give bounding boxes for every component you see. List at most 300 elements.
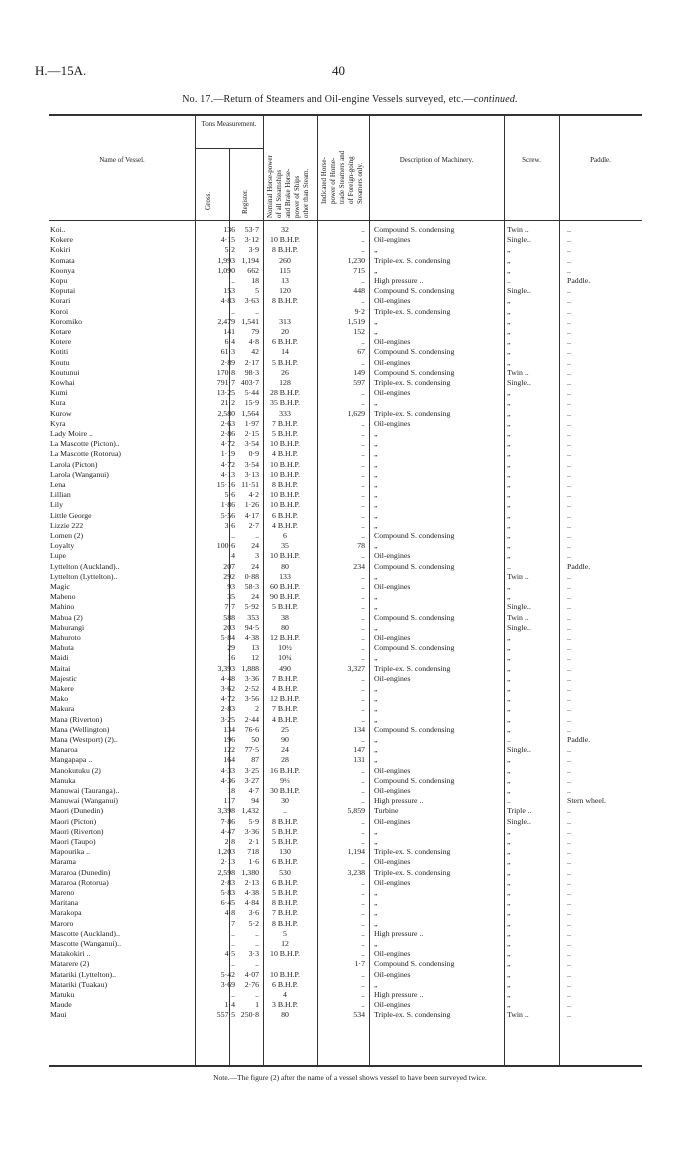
vessel-name-cell: Mareno [50, 888, 75, 897]
vessel-name-cell: Mana (Westport) (2).. [50, 735, 118, 744]
paddle-cell: .. [567, 398, 571, 408]
machinery-cell: Compound S. condensing [374, 561, 455, 571]
vessel-name-cell: Kotiti [50, 347, 69, 357]
vessel-name-cell: Manuwai (Tauranga).. [50, 786, 120, 795]
table-row [49, 460, 642, 470]
machinery-cell: „ [374, 480, 378, 489]
screw-cell: „ [507, 480, 511, 489]
indicated-hp-cell: .. [361, 704, 365, 714]
table-row [49, 276, 642, 286]
paddle-cell: .. [567, 480, 571, 489]
machinery-cell: „ [374, 826, 378, 836]
gross-tons-cell: 2,479 [217, 316, 235, 326]
indicated-hp-cell: .. [361, 816, 365, 826]
register-tons-cell: .. [255, 306, 259, 316]
screw-cell: „ [507, 592, 511, 602]
machinery-cell: Oil-engines [374, 388, 411, 398]
header-description: Description of Machinery. [399, 156, 474, 164]
gross-tons-cell: 153 [223, 286, 235, 296]
table-row [49, 766, 642, 776]
machinery-cell: „ [374, 755, 378, 765]
screw-cell: „ [507, 959, 511, 969]
gross-tons-cell: 29 [227, 643, 235, 653]
register-tons-cell: 3·54 [244, 459, 259, 469]
paddle-cell: .. [567, 786, 571, 795]
screw-cell: Single.. [507, 622, 531, 632]
nominal-hp-cell: 80 [281, 622, 289, 632]
indicated-hp-cell: 78 [357, 541, 365, 551]
indicated-hp-cell: .. [361, 510, 365, 520]
nominal-hp-cell: 6 B.H.P. [272, 337, 298, 347]
paddle-cell: .. [567, 694, 571, 704]
machinery-cell: Oil-engines [374, 551, 411, 561]
gross-tons-cell: .. [231, 276, 235, 285]
indicated-hp-cell: .. [361, 949, 365, 959]
gross-tons-cell: 4·48 [220, 673, 235, 683]
machinery-cell: Triple-ex. S. condensing [374, 847, 451, 857]
paddle-cell: .. [567, 418, 571, 428]
table-row [49, 959, 642, 969]
machinery-cell: Compound S. condensing [374, 959, 455, 969]
gross-tons-cell: 207 [223, 561, 235, 571]
indicated-hp-cell: .. [361, 714, 365, 724]
paddle-cell: .. [567, 928, 571, 938]
indicated-hp-cell: .. [361, 908, 365, 918]
indicated-hp-cell: 1,519 [347, 316, 365, 326]
table-row [49, 970, 642, 980]
register-tons-cell: 1,564 [241, 408, 259, 418]
nominal-hp-cell: 5 B.H.P. [272, 826, 298, 836]
indicated-hp-cell: .. [361, 918, 365, 928]
nominal-hp-cell: 115 [279, 265, 291, 275]
indicated-hp-cell: 448 [353, 286, 365, 296]
machinery-cell: „ [374, 714, 378, 724]
vessel-name-cell: Lomen (2) [50, 531, 84, 540]
paddle-cell: .. [567, 837, 571, 846]
paddle-cell: .. [567, 867, 571, 877]
header-bottom-rule [49, 220, 642, 221]
table-row [49, 857, 642, 867]
nominal-hp-cell: 32 [281, 225, 289, 234]
paddle-cell: .. [567, 643, 571, 653]
machinery-cell: Triple-ex. S. condensing [374, 306, 451, 316]
screw-cell: Single.. [507, 745, 531, 755]
vessel-name-cell: Mahuta [50, 643, 74, 653]
table-row [49, 868, 642, 878]
paddle-cell: .. [567, 388, 571, 398]
machinery-cell: Oil-engines [374, 1000, 411, 1010]
machinery-cell: Compound S. condensing [374, 531, 455, 540]
register-tons-cell: 3·54 [244, 439, 259, 449]
indicated-hp-cell: .. [361, 633, 365, 642]
machinery-cell: Triple-ex. S. condensing [374, 408, 451, 418]
nominal-hp-cell: 7 B.H.P. [272, 673, 298, 683]
screw-cell: „ [507, 643, 511, 653]
indicated-hp-cell: .. [361, 653, 365, 663]
screw-cell: „ [507, 755, 511, 765]
machinery-cell: Triple-ex. S. condensing [374, 378, 451, 387]
gross-tons-cell: 7·86 [220, 816, 235, 826]
nominal-hp-cell: 10 B.H.P. [270, 439, 300, 449]
table-row [49, 551, 642, 561]
nominal-hp-cell: 90 B.H.P. [270, 592, 300, 602]
paddle-cell: .. [567, 296, 571, 306]
table-row [49, 898, 642, 908]
screw-cell: „ [507, 265, 511, 275]
vessel-name-cell: Matarere (2) [50, 959, 90, 969]
table-row [49, 888, 642, 898]
vessel-name-cell: Loyalty [50, 541, 75, 551]
machinery-cell: „ [374, 459, 378, 469]
screw-cell: „ [507, 939, 511, 948]
table-row [49, 225, 642, 235]
screw-cell: Single.. [507, 235, 531, 245]
screw-cell: „ [507, 826, 511, 836]
machinery-cell: Compound S. condensing [374, 286, 455, 296]
nominal-hp-cell: 5 B.H.P. [272, 357, 298, 367]
register-tons-cell: 77·5 [244, 745, 259, 755]
table-bottom-rule [49, 1065, 642, 1067]
vessel-name-cell: Koputai [50, 286, 76, 296]
gross-tons-cell: 141 [223, 327, 235, 336]
nominal-hp-cell: 9⅓ [280, 775, 290, 785]
screw-cell: „ [507, 786, 511, 795]
indicated-hp-cell: .. [361, 296, 365, 306]
paddle-cell: .. [567, 979, 571, 989]
paddle-cell: .. [567, 653, 571, 663]
screw-cell: „ [507, 633, 511, 642]
machinery-cell: Oil-engines [374, 765, 411, 775]
nominal-hp-cell: 313 [279, 316, 291, 326]
paddle-cell: .. [567, 622, 571, 632]
nominal-hp-cell: 13 [281, 276, 289, 285]
table-row [49, 592, 642, 602]
gross-tons-cell: .. [231, 531, 235, 540]
indicated-hp-cell: .. [361, 582, 365, 591]
vessel-name-cell: Marama [50, 857, 76, 867]
indicated-hp-cell: 152 [353, 327, 365, 336]
register-tons-cell: 2·44 [244, 714, 259, 724]
machinery-cell: „ [374, 745, 378, 755]
machinery-cell: Oil-engines [374, 949, 411, 959]
register-tons-cell: 2 [255, 704, 259, 714]
register-tons-cell: 5·44 [244, 388, 259, 398]
paddle-cell: .. [567, 449, 571, 459]
indicated-hp-cell: .. [361, 735, 365, 744]
table-row [49, 1000, 642, 1010]
vessel-name-cell: Mararoa (Dunedin) [50, 867, 111, 877]
nominal-hp-cell: 10 B.H.P. [270, 969, 300, 979]
indicated-hp-cell: .. [361, 571, 365, 581]
gross-tons-cell: 203 [223, 622, 235, 632]
table-row [49, 796, 642, 806]
machinery-cell: „ [374, 429, 378, 438]
gross-tons-cell: 1·19 [220, 449, 235, 459]
paddle-cell: .. [567, 969, 571, 979]
screw-cell: „ [507, 949, 511, 959]
paddle-cell: .. [567, 663, 571, 673]
screw-cell: „ [507, 520, 511, 530]
table-row [49, 388, 642, 398]
indicated-hp-cell: .. [361, 837, 365, 846]
paddle-cell: .. [567, 745, 571, 755]
table-row [49, 806, 642, 816]
table-row [49, 235, 642, 245]
indicated-hp-cell: .. [361, 898, 365, 908]
indicated-hp-cell: .. [361, 939, 365, 948]
vessel-name-cell: Maori (Riverton) [50, 826, 104, 836]
vessel-name-cell: Kowhai [50, 378, 75, 387]
nominal-hp-cell: 333 [279, 408, 291, 418]
screw-cell: „ [507, 990, 511, 999]
vessel-name-cell: Koutunui [50, 367, 80, 377]
nominal-hp-cell: 28 [281, 755, 289, 765]
machinery-cell: „ [374, 602, 378, 612]
register-tons-cell: .. [255, 990, 259, 999]
table-row [49, 908, 642, 918]
nominal-hp-cell: 10½ [278, 643, 292, 653]
machinery-cell: „ [374, 735, 378, 744]
nominal-hp-cell: 6 B.H.P. [272, 857, 298, 867]
paddle-cell: .. [567, 265, 571, 275]
vessel-name-cell: Kura [50, 398, 66, 408]
machinery-cell: „ [374, 571, 378, 581]
register-tons-cell: 3·6 [248, 908, 259, 918]
paddle-cell: .. [567, 888, 571, 897]
gross-tons-cell: 5·42 [220, 969, 235, 979]
machinery-cell: „ [374, 684, 378, 693]
document-reference: H.—15A. [35, 63, 87, 78]
paddle-cell: .. [567, 1000, 571, 1010]
paddle-cell: .. [567, 857, 571, 867]
indicated-hp-cell: .. [361, 969, 365, 979]
paddle-cell: .. [567, 357, 571, 367]
table-row [49, 827, 642, 837]
table-row [49, 1010, 642, 1020]
screw-cell: Twin .. [507, 1010, 529, 1020]
machinery-cell: High pressure .. [374, 990, 424, 999]
register-tons-cell: 4·38 [244, 633, 259, 642]
register-tons-cell: 1,541 [241, 316, 259, 326]
gross-tons-cell: 61·3 [220, 347, 235, 357]
vessel-name-cell: Mako [50, 694, 69, 704]
register-tons-cell: .. [255, 928, 259, 938]
paddle-cell: .. [567, 816, 571, 826]
register-tons-cell: 3·13 [244, 469, 259, 479]
screw-cell: „ [507, 347, 511, 357]
header-paddle: Paddle. [590, 156, 611, 164]
screw-cell: .. [507, 276, 511, 285]
vessel-table [49, 114, 642, 1067]
table-row [49, 980, 642, 990]
paddle-cell: .. [567, 898, 571, 908]
gross-tons-cell: 117 [223, 796, 235, 806]
machinery-cell: „ [374, 888, 378, 897]
paddle-cell: .. [567, 990, 571, 999]
vessel-name-cell: Manokutuku (2) [50, 765, 101, 775]
header-nominal-line: of all Steamships [275, 169, 283, 218]
machinery-cell: „ [374, 541, 378, 551]
vessel-name-cell: Kotare [50, 327, 72, 336]
header-nominal-line: Nominal Horse-power [266, 155, 274, 218]
table-row [49, 919, 642, 929]
register-tons-cell: 13 [251, 643, 259, 653]
indicated-hp-cell: 5,859 [347, 806, 365, 816]
indicated-hp-cell: 3,327 [347, 663, 365, 673]
screw-cell: Twin .. [507, 612, 529, 622]
screw-cell: „ [507, 255, 511, 265]
indicated-hp-cell: 147 [353, 745, 365, 755]
screw-cell: „ [507, 704, 511, 714]
indicated-hp-cell: .. [361, 429, 365, 438]
screw-cell: Twin .. [507, 367, 529, 377]
vessel-name-cell: Manuka [50, 775, 76, 785]
vessel-name-cell: Makere [50, 684, 74, 693]
paddle-cell: .. [567, 959, 571, 969]
indicated-hp-cell: .. [361, 245, 365, 255]
vessel-name-cell: Mascotte (Wanganui).. [50, 939, 122, 948]
table-row [49, 439, 642, 449]
nominal-hp-cell: 10 B.H.P. [270, 490, 300, 500]
vessel-name-cell: Mararoa (Rotorua) [50, 877, 109, 887]
screw-cell: „ [507, 490, 511, 500]
gross-tons-cell: 7 [231, 918, 235, 928]
screw-cell: „ [507, 398, 511, 408]
gross-tons-cell: 4·47 [220, 826, 235, 836]
register-tons-cell: .. [255, 959, 259, 969]
gross-tons-cell: 4·72 [220, 694, 235, 704]
gross-tons-cell: 35 [227, 592, 235, 602]
vessel-name-cell: Kotere [50, 337, 72, 347]
register-tons-cell: 3·56 [244, 694, 259, 704]
vessel-name-cell: Mana (Riverton) [50, 714, 103, 724]
table-row [49, 317, 642, 327]
paddle-cell: .. [567, 510, 571, 520]
register-tons-cell: 2·13 [244, 877, 259, 887]
table-row [49, 286, 642, 296]
register-tons-cell: 4·07 [244, 969, 259, 979]
paddle-cell: .. [567, 500, 571, 510]
screw-cell: „ [507, 877, 511, 887]
nominal-hp-cell: 60 B.H.P. [270, 582, 300, 591]
machinery-cell: „ [374, 398, 378, 408]
nominal-hp-cell: 10 B.H.P. [270, 500, 300, 510]
indicated-hp-cell: 234 [353, 561, 365, 571]
register-tons-cell: 2·7 [248, 520, 259, 530]
paddle-cell: .. [567, 612, 571, 622]
paddle-cell: .. [567, 939, 571, 948]
table-row [49, 694, 642, 704]
machinery-cell: High pressure .. [374, 796, 424, 806]
gross-tons-cell: 2·63 [220, 418, 235, 428]
paddle-cell: .. [567, 1010, 571, 1020]
machinery-cell: Compound S. condensing [374, 724, 455, 734]
screw-cell: „ [507, 469, 511, 479]
indicated-hp-cell: .. [361, 520, 365, 530]
machinery-cell: Oil-engines [374, 969, 411, 979]
register-tons-cell: 12 [251, 653, 259, 663]
indicated-hp-cell: .. [361, 418, 365, 428]
indicated-hp-cell: 1·7 [354, 959, 365, 969]
machinery-cell: Triple-ex. S. condensing [374, 1010, 451, 1020]
gross-tons-cell: 4 [231, 551, 235, 561]
register-tons-cell: 2·17 [244, 357, 259, 367]
screw-cell: „ [507, 531, 511, 540]
nominal-hp-cell: 6 B.H.P. [272, 979, 298, 989]
register-tons-cell: 4·8 [248, 337, 259, 347]
screw-cell: „ [507, 694, 511, 704]
table-row [49, 755, 642, 765]
gross-tons-cell: 4·72 [220, 439, 235, 449]
screw-cell: „ [507, 500, 511, 510]
vessel-name-cell: Majestic [50, 673, 77, 683]
vessel-name-cell: Maude [50, 1000, 72, 1010]
nominal-hp-cell: 260 [279, 255, 291, 265]
register-tons-cell: 18 [251, 276, 259, 285]
table-title-continued: continued. [473, 94, 518, 105]
vessel-name-cell: Lupe [50, 551, 67, 561]
gross-tons-cell: 18 [227, 786, 235, 795]
table-row [49, 613, 642, 623]
indicated-hp-cell: .. [361, 357, 365, 367]
table-top-rule [49, 114, 642, 116]
paddle-cell: .. [567, 520, 571, 530]
gross-tons-cell: 170·8 [216, 367, 235, 377]
header-gross: Gross. [204, 191, 212, 210]
table-row [49, 327, 642, 337]
indicated-hp-cell: .. [361, 480, 365, 489]
nominal-hp-cell: 5 B.H.P. [272, 602, 298, 612]
vessel-name-cell: Koi.. [50, 225, 66, 234]
screw-cell: „ [507, 245, 511, 255]
indicated-hp-cell: .. [361, 500, 365, 510]
nominal-hp-cell: 30 B.H.P. [270, 786, 300, 795]
indicated-hp-cell: .. [361, 775, 365, 785]
table-row [49, 531, 642, 541]
register-tons-cell: 2·52 [244, 684, 259, 693]
screw-cell: „ [507, 928, 511, 938]
screw-cell: „ [507, 888, 511, 897]
table-row [49, 776, 642, 786]
header-indicated-line: trade Steamers and [338, 150, 346, 204]
table-row [49, 500, 642, 510]
gross-tons-cell: 2·86 [220, 429, 235, 438]
header-register: Register. [241, 189, 249, 214]
register-tons-cell: 0·88 [244, 571, 259, 581]
screw-cell: „ [507, 837, 511, 846]
nominal-hp-cell: 5 [283, 928, 287, 938]
indicated-hp-cell: .. [361, 439, 365, 449]
gross-tons-cell: 1,993 [217, 255, 235, 265]
gross-tons-cell: 164 [223, 755, 235, 765]
header-screw: Screw. [522, 156, 541, 164]
register-tons-cell: 3·12 [244, 235, 259, 245]
indicated-hp-cell: .. [361, 990, 365, 999]
header-indicated-line: of Foreign-going [347, 156, 355, 204]
paddle-cell: .. [567, 255, 571, 265]
machinery-cell: „ [374, 837, 378, 846]
machinery-cell: „ [374, 469, 378, 479]
table-row [49, 409, 642, 419]
paddle-cell: .. [567, 347, 571, 357]
register-tons-cell: 1·26 [244, 500, 259, 510]
header-nominal-line: power of Ships [293, 175, 301, 218]
table-row [49, 266, 642, 276]
gross-tons-cell: 5·6 [224, 490, 235, 500]
nominal-hp-cell: 490 [279, 663, 291, 673]
vessel-name-cell: Magic [50, 582, 70, 591]
paddle-cell: .. [567, 408, 571, 418]
